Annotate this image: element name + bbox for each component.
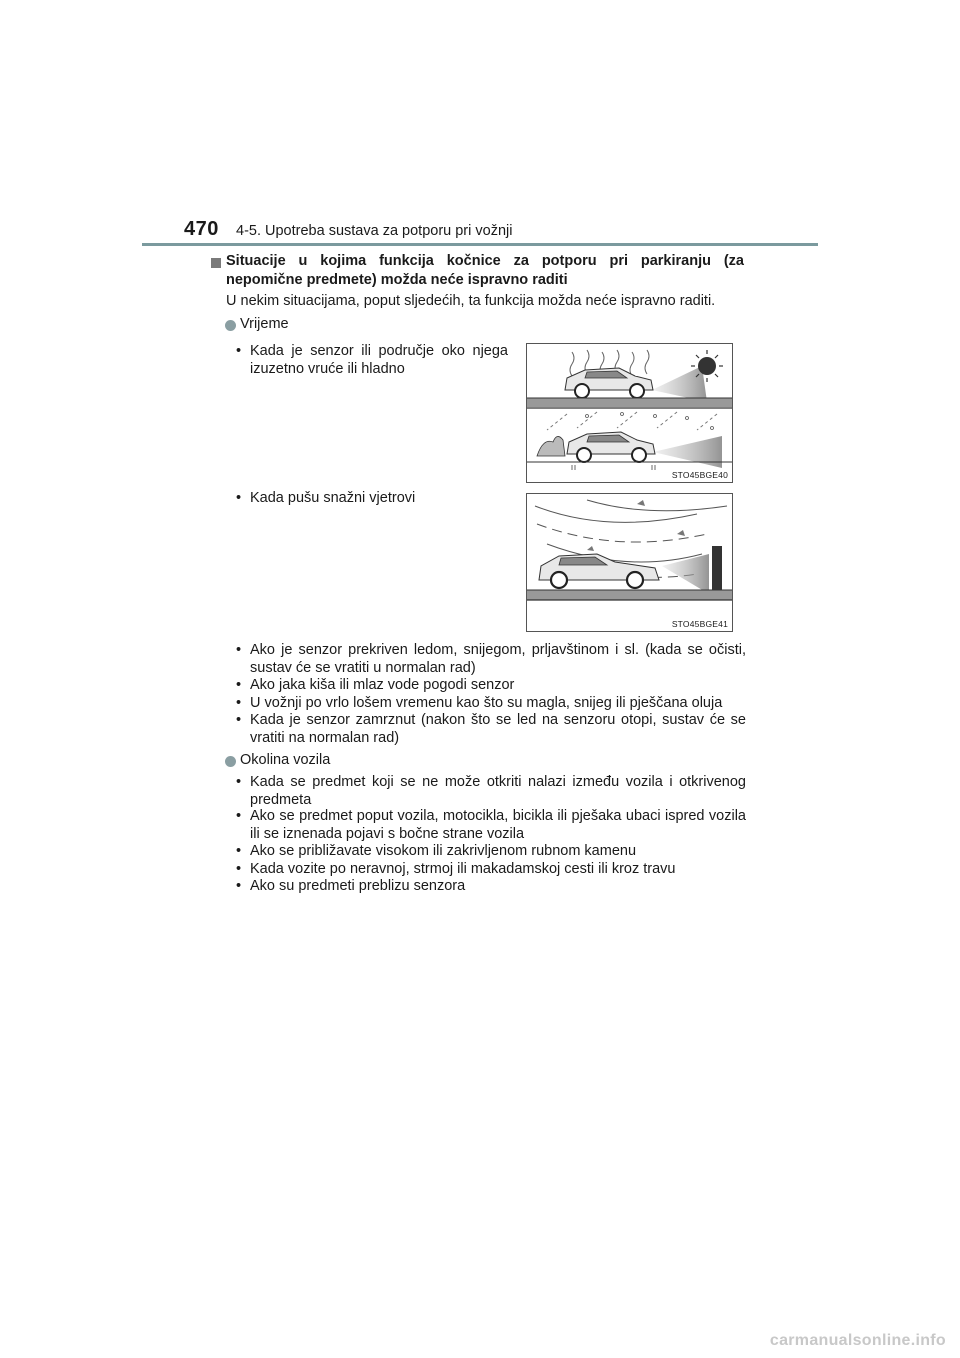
surroundings-label: Okolina vozila — [240, 752, 331, 768]
list-item-text: Kada je senzor zamrznut (nakon što se led na senzoru otopi, sustav će se vratiti na normalan rad) — [250, 712, 746, 746]
bullet-dot: • — [236, 712, 242, 728]
list-item — [236, 695, 746, 713]
list-item — [236, 490, 508, 508]
list-item — [236, 808, 746, 843]
list-item-text: Ako su predmeti preblizu senzora — [250, 878, 466, 894]
section-title: 4-5. Upotreba sustava za potporu pri vožnji — [236, 223, 513, 239]
header-rule — [142, 243, 818, 246]
bullet-dot: • — [236, 774, 242, 790]
bullet-dot: • — [236, 843, 242, 859]
list-item — [236, 878, 746, 896]
list-item — [236, 642, 746, 677]
section-heading: Situacije u kojima funkcija kočnice za potporu pri parkiranju (za nepomične predmete) možda neće ispravno raditi — [226, 253, 744, 288]
list-item-text: U vožnji po vrlo lošem vremenu kao što su magla, snijeg ili pješčana oluja — [250, 695, 723, 711]
list-item-text: Kada se predmet koji se ne može otkriti nalazi između vozila i otkrivenog predmeta — [250, 774, 746, 808]
list-item-text: Ako jaka kiša ili mlaz vode pogodi senzor — [250, 677, 515, 693]
list-item — [236, 677, 746, 695]
list-item-text: Kada pušu snažni vjetrovi — [250, 490, 416, 506]
list-item — [236, 861, 746, 879]
bullet-dot: • — [236, 343, 242, 359]
list-item-text: Ako je senzor prekriven ledom, snijegom, prljavštinom i sl. (kada se očisti, sustav će se vratiti u normalan rad) — [250, 642, 746, 676]
watermark-logo: carmanualsonline.info — [769, 1332, 946, 1349]
bullet-dot: • — [236, 642, 242, 658]
list-item — [236, 774, 746, 809]
bullet-dot: • — [236, 808, 242, 824]
list-item-text: Ako se približavate visokom ili zakrivljenom rubnom kamenu — [250, 843, 637, 859]
bullet-dot: • — [236, 677, 242, 693]
weather-label: Vrijeme — [240, 316, 289, 332]
bullet-dot: • — [236, 695, 242, 711]
list-item — [236, 343, 508, 378]
bullet-dot: • — [236, 490, 242, 506]
list-item — [236, 712, 746, 747]
circle-bullet-icon — [225, 320, 236, 331]
figure-strong-wind — [526, 493, 733, 632]
circle-bullet-icon — [225, 756, 236, 767]
page-number: 470 — [184, 218, 219, 240]
figure-code: STO45BGE40 — [671, 470, 728, 480]
hot-cold-illustration — [527, 344, 732, 482]
list-item-text: Kada vozite po neravnoj, strmoj ili makadamskoj cesti ili kroz travu — [250, 861, 676, 877]
list-item-text: Ako se predmet poput vozila, motocikla, bicikla ili pješaka ubaci ispred vozila ili se iznenada pojavi s bočne strane vozila — [250, 808, 746, 842]
intro-text: U nekim situacijama, poput sljedećih, ta funkcija možda neće ispravno raditi. — [226, 293, 716, 309]
list-item — [236, 843, 746, 861]
figure-code: STO45BGE41 — [671, 619, 728, 629]
figure-hot-cold — [526, 343, 733, 483]
strong-wind-illustration — [527, 494, 732, 631]
bullet-dot: • — [236, 861, 242, 877]
heading-square-icon — [211, 258, 221, 268]
bullet-dot: • — [236, 878, 242, 894]
list-item-text: Kada je senzor ili područje oko njega izuzetno vruće ili hladno — [250, 343, 508, 377]
